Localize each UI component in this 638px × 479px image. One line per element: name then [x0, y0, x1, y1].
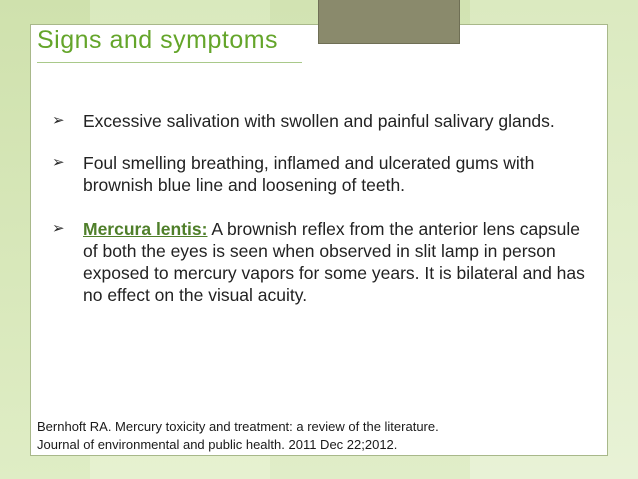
slide-title: Signs and symptoms	[37, 26, 279, 54]
bullet-term: Mercura lentis:	[83, 219, 208, 239]
reference-line: Bernhoft RA. Mercury toxicity and treatment: a review of the literature.	[37, 419, 439, 434]
reference-citation	[37, 418, 517, 454]
bullet-item-gums	[52, 152, 594, 196]
arrow-bullet-icon: ➢	[52, 154, 65, 171]
title-underline	[37, 62, 302, 63]
decorative-tab	[318, 0, 460, 44]
bullet-text: Foul smelling breathing, inflamed and ulcerated gums with brownish blue line and loosening of teeth.	[83, 153, 535, 195]
reference-line: Journal of environmental and public health. 2011 Dec 22;2012.	[37, 437, 398, 452]
bullet-text: Excessive salivation with swollen and painful salivary glands.	[83, 111, 555, 131]
arrow-bullet-icon: ➢	[52, 220, 65, 237]
bullet-text: A brownish reflex from the anterior lens capsule of both the eyes is seen when observed in slit lamp in person exposed to mercury vapors for some years. It is bilateral and has no effect on the visual acuity.	[83, 219, 585, 305]
arrow-bullet-icon: ➢	[52, 112, 65, 129]
bullet-list	[52, 110, 594, 306]
bullet-item-salivation	[52, 110, 594, 132]
bullet-item-mercura-lentis	[52, 218, 594, 306]
